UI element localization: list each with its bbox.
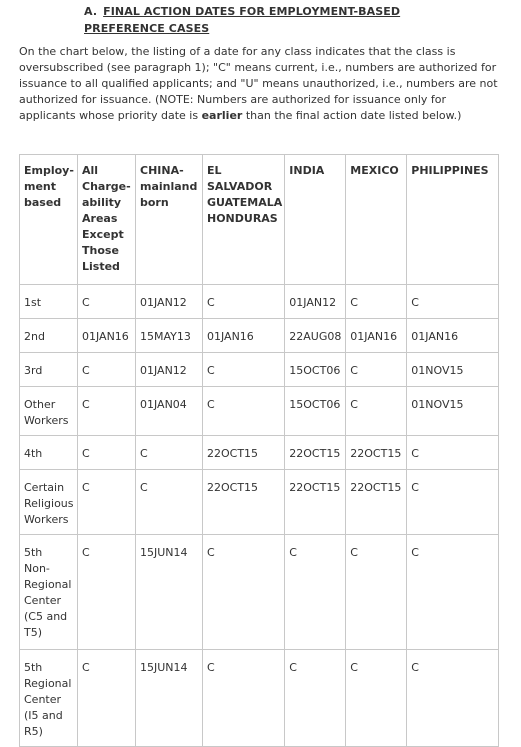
table-row [20, 387, 499, 436]
table-header-row [20, 155, 499, 285]
column-header-india: INDIA [285, 155, 346, 285]
date-cell: 01JAN16 [78, 319, 136, 353]
date-cell: 15OCT06 [285, 353, 346, 387]
date-cell: 01JAN16 [346, 319, 407, 353]
column-header-employment-based: Employ- ment based [20, 155, 78, 285]
date-cell: 01NOV15 [407, 387, 499, 436]
date-cell: C [78, 353, 136, 387]
row-label-cell: 5th Regional Center (I5 and R5) [20, 650, 78, 747]
date-cell: C [346, 353, 407, 387]
table-row [20, 285, 499, 319]
row-label-cell: 4th [20, 436, 78, 470]
section-title: FINAL ACTION DATES FOR EMPLOYMENT-BASED PREFERENCE CASES [84, 5, 401, 35]
intro-text-part1: On the chart below, the listing of a date for any class indicates that the class is oversubscribed (see paragraph 1); "C" means current, i.e., numbers are authorized for issuance to all qualified applicants; and "U" means unauthorized, i.e., numbers are not authorized for issuance. (NOTE: Numbers are authorized for issuance only for applicants whose priority date is [19, 45, 498, 122]
table-row [20, 470, 499, 535]
date-cell: 15MAY13 [136, 319, 203, 353]
date-cell: C [203, 353, 285, 387]
row-label-cell: 3rd [20, 353, 78, 387]
date-cell: C [346, 285, 407, 319]
date-cell: 22OCT15 [285, 470, 346, 535]
date-cell: C [136, 470, 203, 535]
row-label-cell: Certain Religious Workers [20, 470, 78, 535]
date-cell: 01JAN12 [285, 285, 346, 319]
date-cell: C [78, 387, 136, 436]
column-header-all-chargeability: All Charge- ability Areas Except Those Listed [78, 155, 136, 285]
date-cell: C [346, 535, 407, 650]
table-row [20, 353, 499, 387]
date-cell: 15JUN14 [136, 650, 203, 747]
date-cell: 01JAN16 [203, 319, 285, 353]
date-cell: 01JAN04 [136, 387, 203, 436]
column-header-philippines: PHILIPPINES [407, 155, 499, 285]
date-cell: C [346, 387, 407, 436]
date-cell: 01JAN12 [136, 285, 203, 319]
date-cell: 01JAN16 [407, 319, 499, 353]
date-cell: 15JUN14 [136, 535, 203, 650]
date-cell: 01NOV15 [407, 353, 499, 387]
date-cell: 01JAN12 [136, 353, 203, 387]
date-cell: C [78, 285, 136, 319]
date-cell: C [407, 436, 499, 470]
date-cell: 22OCT15 [203, 470, 285, 535]
date-cell: C [136, 436, 203, 470]
date-cell: C [285, 535, 346, 650]
date-cell: 22AUG08 [285, 319, 346, 353]
table-row [20, 650, 499, 747]
table-row [20, 319, 499, 353]
column-header-china-mainland: CHINA- mainland born [136, 155, 203, 285]
date-cell: C [203, 650, 285, 747]
date-cell: C [285, 650, 346, 747]
date-cell: C [346, 650, 407, 747]
date-cell: C [78, 650, 136, 747]
row-label-cell: 1st [20, 285, 78, 319]
table-row [20, 535, 499, 650]
date-cell: 22OCT15 [346, 436, 407, 470]
date-cell: C [407, 650, 499, 747]
date-cell: C [78, 470, 136, 535]
date-cell: C [203, 285, 285, 319]
section-letter: A. [84, 5, 98, 18]
column-header-el-salvador-guatemala-honduras: EL SALVADOR GUATEMALA HONDURAS [203, 155, 285, 285]
column-header-mexico: MEXICO [346, 155, 407, 285]
date-cell: C [203, 535, 285, 650]
date-cell: C [407, 285, 499, 319]
row-label-cell: 5th Non- Regional Center (C5 and T5) [20, 535, 78, 650]
final-action-dates-table [19, 154, 499, 747]
date-cell: C [407, 535, 499, 650]
date-cell: 22OCT15 [346, 470, 407, 535]
intro-paragraph [19, 44, 499, 124]
date-cell: C [78, 436, 136, 470]
intro-text-part2: than the final action date listed below.) [242, 109, 462, 122]
date-cell: 15OCT06 [285, 387, 346, 436]
date-cell: C [78, 535, 136, 650]
intro-bold-word: earlier [201, 109, 243, 122]
date-cell: 22OCT15 [285, 436, 346, 470]
date-cell: C [407, 470, 499, 535]
row-label-cell: Other Workers [20, 387, 78, 436]
table-row [20, 436, 499, 470]
date-cell: 22OCT15 [203, 436, 285, 470]
section-heading [84, 3, 424, 37]
date-cell: C [203, 387, 285, 436]
row-label-cell: 2nd [20, 319, 78, 353]
